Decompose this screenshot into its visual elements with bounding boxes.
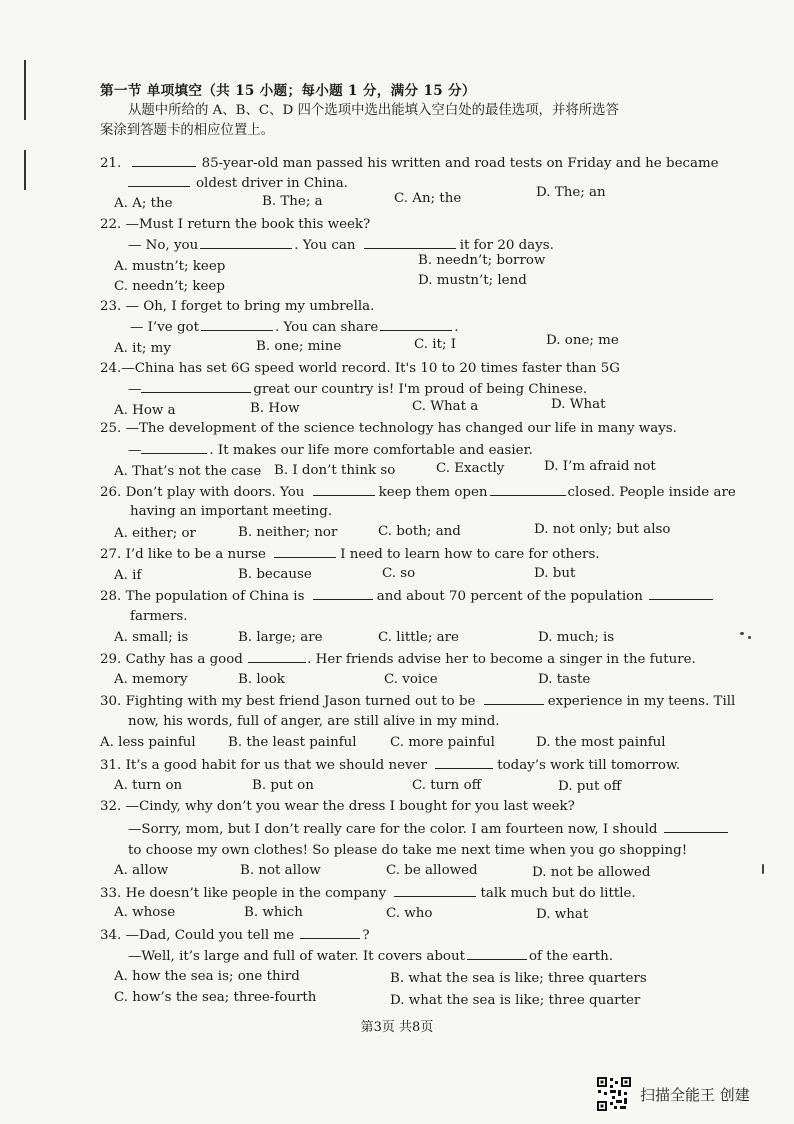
option-b: B. which <box>244 905 303 920</box>
question-23-stem: 23. — Oh, I forget to bring my umbrella. <box>100 299 375 314</box>
question-23-stem: — I’ve got . You can share . <box>130 320 459 335</box>
option-d: D. not only; but also <box>534 522 671 537</box>
option-b: B. what the sea is like; three quarters <box>390 971 647 986</box>
scan-margin-mark <box>24 150 26 190</box>
option-b: B. one; mine <box>256 339 342 354</box>
option-a: A. turn on <box>114 778 183 793</box>
option-a: A. That’s not the case <box>114 464 262 479</box>
option-c: C. more painful <box>390 735 495 750</box>
question-28-stem: 28. The population of China is and about 70 percent of the population <box>100 587 713 606</box>
question-32-stem: —Sorry, mom, but I don’t really care for the color. I am fourteen now, I should <box>128 820 728 839</box>
option-d: D. The; an <box>536 185 606 200</box>
option-c: C. What a <box>412 399 479 414</box>
section-heading: 第一节 单项填空（共 15 小题；每小题 1 分，满分 15 分） <box>100 83 476 99</box>
option-a: A. whose <box>114 905 176 920</box>
option-d: D. the most painful <box>536 735 666 750</box>
answer-blank <box>313 483 375 496</box>
question-25-stem: — . It makes our life more comfortable and easier. <box>128 443 533 458</box>
option-d: D. not be allowed <box>532 865 651 880</box>
option-c: C. be allowed <box>386 863 478 878</box>
option-c: C. both; and <box>378 524 461 539</box>
option-b: B. How <box>250 401 300 416</box>
answer-blank <box>132 154 196 167</box>
option-b: B. large; are <box>238 630 323 645</box>
question-22-stem: 22. —Must I return the book this week? <box>100 217 371 232</box>
answer-blank <box>141 380 251 393</box>
answer-blank <box>300 926 360 939</box>
option-c: C. voice <box>384 672 438 687</box>
question-34-stem: —Well, it’s large and full of water. It covers about of the earth. <box>128 949 614 964</box>
option-c: C. needn’t; keep <box>114 279 225 294</box>
option-a: A. allow <box>114 863 169 878</box>
question-29-stem: 29. Cathy has a good . Her friends advise her to become a singer in the future. <box>100 652 696 667</box>
answer-blank <box>141 441 207 454</box>
option-b: B. neither; nor <box>238 525 338 540</box>
option-b: B. put on <box>252 778 314 793</box>
answer-blank <box>380 318 452 331</box>
option-d: D. I’m afraid not <box>544 459 656 474</box>
option-a: A. it; my <box>114 341 171 356</box>
option-c: C. little; are <box>378 630 459 645</box>
option-c: C. An; the <box>394 191 462 206</box>
question-30-stem: 30. Fighting with my best friend Jason turned out to be experience in my teens. Till <box>100 694 736 709</box>
question-24-stem: — great our country is! I'm proud of being Chinese. <box>128 382 588 397</box>
answer-blank <box>248 650 306 663</box>
option-c: C. so <box>382 566 416 581</box>
answer-blank <box>435 756 493 769</box>
option-d: D. much; is <box>538 630 615 645</box>
answer-blank <box>200 236 292 249</box>
option-b: B. because <box>238 567 312 582</box>
answer-blank <box>128 174 190 187</box>
section-instruction: 从题中所给的 A、B、C、D 四个选项中选出能填入空白处的最佳选项，并将所选答 <box>128 103 619 118</box>
question-25-stem: 25. —The development of the science technology has changed our life in many ways. <box>100 421 677 436</box>
option-b: B. I don’t think so <box>274 463 396 478</box>
answer-blank <box>664 820 728 833</box>
section-instruction: 案涂到答题卡的相应位置上。 <box>100 123 275 138</box>
option-a: A. how the sea is; one third <box>114 969 300 984</box>
option-d: D. mustn’t; lend <box>418 273 527 288</box>
question-21-stem: 21. 85-year-old man passed his written and road tests on Friday and he became <box>100 156 719 171</box>
option-a: A. memory <box>114 672 188 687</box>
option-a: A. less painful <box>100 735 196 750</box>
option-c: C. Exactly <box>436 461 505 476</box>
option-d: D. one; me <box>546 333 619 348</box>
question-21-stem: oldest driver in China. <box>128 174 348 193</box>
option-a: A. small; is <box>114 630 189 645</box>
answer-blank <box>484 692 544 705</box>
question-22-stem: — No, you . You can it for 20 days. <box>128 238 554 253</box>
question-26-stem: having an important meeting. <box>130 504 333 519</box>
option-b: B. not allow <box>240 863 321 878</box>
question-24-stem: 24.—China has set 6G speed world record. It's 10 to 20 times faster than 5G <box>100 361 620 376</box>
question-32-stem: to choose my own clothes! So please do take me next time when you go shopping! <box>128 843 688 858</box>
scan-margin-mark <box>24 60 26 120</box>
option-a: A. either; or <box>114 526 196 541</box>
answer-blank <box>394 884 476 897</box>
scan-speck <box>748 636 751 639</box>
page-number: 第3页 共8页 <box>360 1020 434 1035</box>
option-a: A. How a <box>114 403 176 418</box>
question-31-stem: 31. It’s a good habit for us that we should never today’s work till tomorrow. <box>100 758 681 773</box>
question-28-stem: farmers. <box>130 609 188 624</box>
option-d: D. what <box>536 907 589 922</box>
watermark-text: 扫描全能王 创建 <box>640 1085 750 1104</box>
option-d: D. taste <box>538 672 591 687</box>
option-b: B. the least painful <box>228 735 357 750</box>
option-c: C. turn off <box>412 778 482 793</box>
option-b: B. look <box>238 672 285 687</box>
scanner-watermark <box>596 1076 750 1112</box>
question-34-stem: 34. —Dad, Could you tell me ? <box>100 928 370 943</box>
option-c: C. it; I <box>414 337 457 352</box>
answer-blank <box>649 587 713 600</box>
answer-blank <box>201 318 273 331</box>
question-32-stem: 32. —Cindy, why don’t you wear the dress I bought for you last week? <box>100 799 575 814</box>
answer-blank <box>313 587 373 600</box>
qr-code-icon <box>596 1076 632 1112</box>
question-33-stem: 33. He doesn’t like people in the company talk much but do little. <box>100 886 636 901</box>
option-c: C. how’s the sea; three-fourth <box>114 990 317 1005</box>
question-27-stem: 27. I’d like to be a nurse I need to learn how to care for others. <box>100 547 600 562</box>
option-d: D. What <box>551 397 606 412</box>
question-30-stem: now, his words, full of anger, are still alive in my mind. <box>128 714 500 729</box>
answer-blank <box>274 545 336 558</box>
answer-blank <box>490 483 566 496</box>
option-b: B. needn’t; borrow <box>418 253 546 268</box>
option-a: A. if <box>114 568 142 583</box>
option-a: A. mustn’t; keep <box>114 259 226 274</box>
scan-speck <box>740 632 744 635</box>
option-a: A. A; the <box>114 196 173 211</box>
option-d: D. but <box>534 566 576 581</box>
answer-blank <box>364 236 456 249</box>
option-d: D. put off <box>558 779 622 794</box>
scan-speck <box>762 864 764 874</box>
option-c: C. who <box>386 906 433 921</box>
answer-blank <box>467 947 527 960</box>
option-d: D. what the sea is like; three quarter <box>390 993 641 1008</box>
option-b: B. The; a <box>262 194 323 209</box>
question-26-stem: 26. Don’t play with doors. You keep them open closed. People inside are <box>100 485 736 500</box>
